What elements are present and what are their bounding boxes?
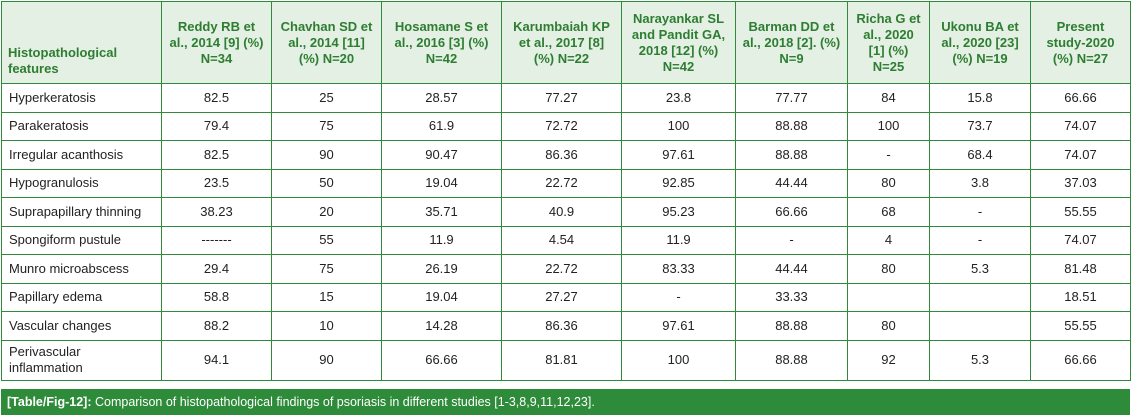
header-chavhan: Chavhan SD et al., 2014 [11] (%) N=20	[272, 2, 382, 84]
value-cell: 80	[848, 255, 930, 284]
value-cell: 61.9	[382, 112, 502, 141]
value-cell: 74.07	[1031, 226, 1131, 255]
value-cell: 73.7	[930, 112, 1031, 141]
value-cell: 68.4	[930, 141, 1031, 170]
value-cell: 88.88	[736, 112, 848, 141]
value-cell: 79.4	[162, 112, 272, 141]
value-cell: 83.33	[622, 255, 736, 284]
value-cell: 97.61	[622, 312, 736, 341]
value-cell: 94.1	[162, 340, 272, 380]
value-cell: 28.57	[382, 84, 502, 113]
value-cell: 82.5	[162, 141, 272, 170]
table-row	[2, 169, 1131, 198]
value-cell: 44.44	[736, 169, 848, 198]
value-cell: 84	[848, 84, 930, 113]
value-cell: 19.04	[382, 169, 502, 198]
header-row	[2, 2, 1131, 84]
value-cell: 18.51	[1031, 283, 1131, 312]
value-cell: 72.72	[502, 112, 622, 141]
value-cell: 100	[848, 112, 930, 141]
value-cell: 95.23	[622, 198, 736, 227]
header-hosamane: Hosamane S et al., 2016 [3] (%) N=42	[382, 2, 502, 84]
value-cell: 25	[272, 84, 382, 113]
table-body	[2, 84, 1131, 381]
value-cell: 81.81	[502, 340, 622, 380]
feature-cell: Parakeratosis	[2, 112, 162, 141]
value-cell: 5.3	[930, 340, 1031, 380]
table-row	[2, 198, 1131, 227]
value-cell: 35.71	[382, 198, 502, 227]
table-caption	[1, 389, 1130, 415]
value-cell: 97.61	[622, 141, 736, 170]
comparison-table	[1, 1, 1131, 381]
value-cell: 22.72	[502, 169, 622, 198]
feature-cell: Vascular changes	[2, 312, 162, 341]
value-cell: 75	[272, 112, 382, 141]
caption-text: Comparison of histopathological findings of psoriasis in different studies [1-3,8,9,11,12,23].	[91, 395, 595, 409]
feature-cell: Irregular acanthosis	[2, 141, 162, 170]
value-cell: 66.66	[1031, 84, 1131, 113]
value-cell: 50	[272, 169, 382, 198]
value-cell: 15	[272, 283, 382, 312]
value-cell: 4.54	[502, 226, 622, 255]
feature-cell: Hyperkeratosis	[2, 84, 162, 113]
value-cell	[930, 283, 1031, 312]
feature-cell: Papillary edema	[2, 283, 162, 312]
value-cell: 90.47	[382, 141, 502, 170]
header-present-study: Present study-2020 (%) N=27	[1031, 2, 1131, 84]
header-reddy: Reddy RB et al., 2014 [9] (%) N=34	[162, 2, 272, 84]
value-cell: -	[930, 226, 1031, 255]
value-cell: -------	[162, 226, 272, 255]
value-cell: 82.5	[162, 84, 272, 113]
table-row	[2, 283, 1131, 312]
value-cell: 74.07	[1031, 112, 1131, 141]
value-cell: 11.9	[622, 226, 736, 255]
value-cell: 38.23	[162, 198, 272, 227]
feature-cell: Munro microabscess	[2, 255, 162, 284]
value-cell: 23.5	[162, 169, 272, 198]
value-cell: 88.88	[736, 141, 848, 170]
feature-cell: Spongiform pustule	[2, 226, 162, 255]
value-cell: 44.44	[736, 255, 848, 284]
value-cell	[848, 283, 930, 312]
value-cell: 92.85	[622, 169, 736, 198]
value-cell: -	[930, 198, 1031, 227]
value-cell: 14.28	[382, 312, 502, 341]
value-cell: 29.4	[162, 255, 272, 284]
feature-cell: Perivascular inflammation	[2, 340, 162, 380]
value-cell: 100	[622, 340, 736, 380]
table-row	[2, 141, 1131, 170]
value-cell: 86.36	[502, 141, 622, 170]
value-cell: 80	[848, 169, 930, 198]
feature-cell: Suprapapillary thinning	[2, 198, 162, 227]
table-row	[2, 84, 1131, 113]
value-cell: 58.8	[162, 283, 272, 312]
value-cell: 75	[272, 255, 382, 284]
value-cell: 90	[272, 340, 382, 380]
value-cell: 81.48	[1031, 255, 1131, 284]
header-ukonu: Ukonu BA et al., 2020 [23] (%) N=19	[930, 2, 1031, 84]
value-cell: 77.77	[736, 84, 848, 113]
value-cell	[930, 312, 1031, 341]
table-row	[2, 340, 1131, 380]
header-richa: Richa G et al., 2020 [1] (%) N=25	[848, 2, 930, 84]
value-cell: 37.03	[1031, 169, 1131, 198]
value-cell: 100	[622, 112, 736, 141]
value-cell: 19.04	[382, 283, 502, 312]
value-cell: 90	[272, 141, 382, 170]
value-cell: 88.2	[162, 312, 272, 341]
header-barman: Barman DD et al., 2018 [2]. (%) N=9	[736, 2, 848, 84]
value-cell: 11.9	[382, 226, 502, 255]
value-cell: 55.55	[1031, 198, 1131, 227]
table-row	[2, 226, 1131, 255]
value-cell: 33.33	[736, 283, 848, 312]
value-cell: 86.36	[502, 312, 622, 341]
value-cell: 3.8	[930, 169, 1031, 198]
value-cell: 55	[272, 226, 382, 255]
value-cell: 5.3	[930, 255, 1031, 284]
value-cell: 4	[848, 226, 930, 255]
value-cell: 22.72	[502, 255, 622, 284]
value-cell: 27.27	[502, 283, 622, 312]
value-cell: 77.27	[502, 84, 622, 113]
value-cell: 74.07	[1031, 141, 1131, 170]
caption-label: [Table/Fig-12]:	[7, 395, 92, 409]
value-cell: -	[736, 226, 848, 255]
value-cell: 66.66	[736, 198, 848, 227]
value-cell: 68	[848, 198, 930, 227]
value-cell: 40.9	[502, 198, 622, 227]
value-cell: 15.8	[930, 84, 1031, 113]
table-row	[2, 112, 1131, 141]
value-cell: 66.66	[382, 340, 502, 380]
value-cell: 80	[848, 312, 930, 341]
table-row	[2, 255, 1131, 284]
value-cell: 23.8	[622, 84, 736, 113]
value-cell: 88.88	[736, 340, 848, 380]
value-cell: 66.66	[1031, 340, 1131, 380]
value-cell: -	[622, 283, 736, 312]
value-cell: 88.88	[736, 312, 848, 341]
value-cell: 26.19	[382, 255, 502, 284]
value-cell: 92	[848, 340, 930, 380]
value-cell: 10	[272, 312, 382, 341]
value-cell: 20	[272, 198, 382, 227]
header-narayankar: Narayankar SL and Pandit GA, 2018 [12] (%) N=42	[622, 2, 736, 84]
header-karumbaiah: Karumbaiah KP et al., 2017 [8] (%) N=22	[502, 2, 622, 84]
value-cell: 55.55	[1031, 312, 1131, 341]
value-cell: -	[848, 141, 930, 170]
feature-cell: Hypogranulosis	[2, 169, 162, 198]
header-features: Histopathological features	[2, 2, 162, 84]
table-row	[2, 312, 1131, 341]
